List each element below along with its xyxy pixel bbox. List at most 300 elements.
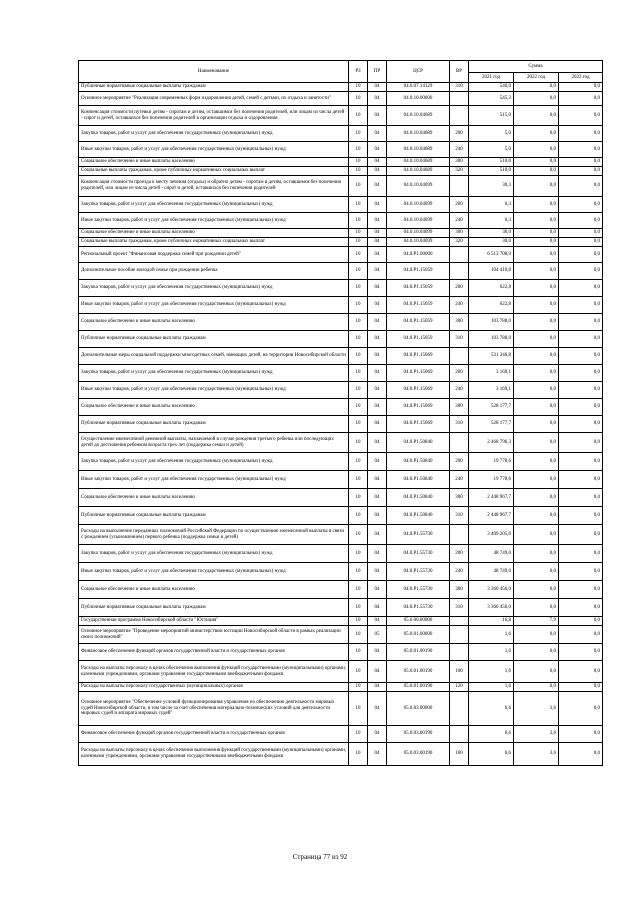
cell-rz: 10	[349, 416, 368, 433]
cell-y3: 0,0	[559, 314, 603, 331]
cell-name: Закупка товаров, работ и услуг для обеспечения государственных (муниципальных) нужд	[79, 545, 349, 563]
cell-name: Расходы на выполнение переданных полномочий Российской Федерации по осуществлению ежемесячной выплаты в связи с рождением (усыновлением) первого ребенка (поддержка семьи и детей)	[79, 525, 349, 545]
cell-pr: 04	[368, 213, 387, 229]
cell-y2: 0,0	[514, 106, 559, 126]
cell-name: Закупка товаров, работ и услуг для обеспечения государственных (муниципальных) нужд	[79, 365, 349, 382]
cell-vr: 300	[450, 229, 469, 238]
cell-pr: 04	[368, 142, 387, 158]
cell-y2: 0,0	[514, 280, 559, 297]
table-row	[79, 106, 603, 126]
cell-csr: 04.0.07.14129	[387, 83, 450, 92]
cell-rz: 10	[349, 545, 368, 563]
cell-pr: 04	[368, 399, 387, 416]
table-body	[79, 83, 603, 766]
cell-y1: 5,0	[469, 126, 514, 142]
cell-y3: 0,0	[559, 545, 603, 563]
cell-y3: 0,0	[559, 683, 603, 692]
cell-vr: 320	[450, 167, 469, 176]
cell-name: Компенсация стоимости путевки детям - сиротам и детям, оставшимся без попечения родителей, или лицам из числа детей - сирот и детей, оставшихся без попечения родителей в организации отдыха и оздоровления	[79, 106, 349, 126]
header-year-2022: 2022 год	[514, 73, 559, 83]
cell-rz: 10	[349, 507, 368, 525]
cell-y2: 0,0	[514, 167, 559, 176]
cell-rz: 10	[349, 197, 368, 213]
cell-y3: 0,0	[559, 142, 603, 158]
cell-rz: 10	[349, 382, 368, 399]
cell-pr: 04	[368, 238, 387, 247]
cell-vr: 300	[450, 581, 469, 599]
cell-y2: 0,0	[514, 399, 559, 416]
cell-y2: 3,6	[514, 743, 559, 766]
cell-y2: 0,0	[514, 158, 559, 167]
cell-y2: 0,0	[514, 525, 559, 545]
table-row	[79, 92, 603, 106]
cell-csr: 04.0.10.00000	[387, 92, 450, 106]
cell-csr: 04.0.P1.55730	[387, 581, 450, 599]
table-row	[79, 599, 603, 617]
cell-pr: 04	[368, 525, 387, 545]
cell-y3: 0,0	[559, 176, 603, 197]
cell-y3: 0,0	[559, 563, 603, 581]
cell-pr: 04	[368, 197, 387, 213]
cell-name: Расходы на выплаты персоналу в целях обеспечения выполнения функций государственными (муниципальными) органами, казенными учреждениями, органами управления государственными внебюджетными фондами	[79, 743, 349, 766]
cell-vr: 100	[450, 661, 469, 683]
cell-name: Социальные выплаты гражданам, кроме публичных нормативных социальных выплат	[79, 238, 349, 247]
cell-rz: 10	[349, 238, 368, 247]
cell-y3: 0,0	[559, 644, 603, 661]
cell-rz: 10	[349, 683, 368, 692]
cell-rz: 10	[349, 297, 368, 314]
cell-y3: 0,0	[559, 126, 603, 142]
cell-y1: 30,0	[469, 238, 514, 247]
cell-vr: 200	[450, 545, 469, 563]
cell-y3: 0,0	[559, 365, 603, 382]
cell-rz: 10	[349, 314, 368, 331]
cell-name: Осуществление ежемесячной денежной выплаты, назначаемой в случае рождения третьего ребенка или последующих детей до достижения ребенком возраста трех лет (поддержка семьи и детей)	[79, 433, 349, 453]
cell-pr: 04	[368, 692, 387, 726]
cell-y1: 545,3	[469, 92, 514, 106]
header-sum: Сумма	[469, 61, 603, 73]
cell-vr	[450, 644, 469, 661]
cell-pr: 04	[368, 743, 387, 766]
cell-y1: 103 788,0	[469, 331, 514, 348]
cell-csr: 04.0.P1.00000	[387, 247, 450, 263]
cell-pr: 04	[368, 599, 387, 617]
cell-y2: 0,0	[514, 197, 559, 213]
cell-pr: 04	[368, 416, 387, 433]
cell-y3: 0,0	[559, 331, 603, 348]
cell-y3: 0,0	[559, 661, 603, 683]
cell-rz: 10	[349, 229, 368, 238]
cell-pr: 04	[368, 683, 387, 692]
cell-csr: 04.0.10.04689	[387, 167, 450, 176]
cell-rz: 10	[349, 617, 368, 626]
cell-y2: 0,0	[514, 661, 559, 683]
cell-name: Публичные нормативные социальные выплаты гражданам	[79, 416, 349, 433]
cell-name: Иные закупки товаров, работ и услуг для обеспечения государственных (муниципальных) нужд	[79, 382, 349, 399]
table-row	[79, 238, 603, 247]
cell-name: Расходы на выплаты персоналу государственных (муниципальных) органов	[79, 683, 349, 692]
cell-y1: 1,6	[469, 683, 514, 692]
cell-csr: 04.0.P1.15069	[387, 416, 450, 433]
cell-vr: 300	[450, 489, 469, 507]
cell-rz: 10	[349, 331, 368, 348]
cell-rz: 10	[349, 158, 368, 167]
cell-y1: 0,3	[469, 213, 514, 229]
cell-y3: 0,0	[559, 348, 603, 365]
cell-csr: 04.0.P1.55730	[387, 599, 450, 617]
header-csr: ЦСР	[387, 61, 450, 83]
header-rz: РЗ	[349, 61, 368, 83]
cell-y1: 16,8	[469, 617, 514, 626]
cell-name: Социальное обеспечение и иные выплаты населению	[79, 158, 349, 167]
cell-pr: 05	[368, 626, 387, 644]
cell-csr: 04.0.10.04699	[387, 238, 450, 247]
cell-y2: 0,0	[514, 507, 559, 525]
cell-rz: 10	[349, 581, 368, 599]
header-pr: ПР	[368, 61, 387, 83]
cell-pr: 04	[368, 433, 387, 453]
cell-rz: 10	[349, 599, 368, 617]
cell-y3: 0,0	[559, 213, 603, 229]
cell-rz: 10	[349, 247, 368, 263]
cell-y1: 1,6	[469, 644, 514, 661]
table-row	[79, 348, 603, 365]
cell-pr: 04	[368, 92, 387, 106]
cell-y1: 622,8	[469, 297, 514, 314]
cell-vr: 300	[450, 314, 469, 331]
table-row	[79, 382, 603, 399]
cell-csr: 04.0.P1.15059	[387, 263, 450, 280]
cell-y2: 0,0	[514, 599, 559, 617]
table-row	[79, 331, 603, 348]
cell-pr: 04	[368, 83, 387, 92]
cell-rz: 10	[349, 280, 368, 297]
cell-rz: 10	[349, 644, 368, 661]
cell-rz: 10	[349, 525, 368, 545]
table-row	[79, 158, 603, 167]
cell-y2: 0,0	[514, 489, 559, 507]
cell-pr: 04	[368, 563, 387, 581]
cell-csr: 04.0.P1.15059	[387, 331, 450, 348]
cell-rz: 10	[349, 106, 368, 126]
cell-y1: 19 778,6	[469, 471, 514, 489]
cell-csr: 04.0.P1.50840	[387, 453, 450, 471]
cell-vr: 310	[450, 416, 469, 433]
cell-csr: 05.0.01.00190	[387, 644, 450, 661]
cell-pr: 04	[368, 581, 387, 599]
cell-y3: 0,0	[559, 626, 603, 644]
table-row	[79, 213, 603, 229]
table-row	[79, 644, 603, 661]
table-row	[79, 433, 603, 453]
cell-y1: 6 513 708,9	[469, 247, 514, 263]
cell-y3: 0,0	[559, 83, 603, 92]
cell-csr: 04.0.10.04699	[387, 176, 450, 197]
cell-y3: 0,0	[559, 599, 603, 617]
cell-y1: 3 169,1	[469, 365, 514, 382]
cell-pr: 04	[368, 106, 387, 126]
cell-y1: 3 169,1	[469, 382, 514, 399]
cell-y1: 104 410,8	[469, 263, 514, 280]
page-number: Страница 77 из 92	[292, 853, 348, 861]
cell-csr: 05.0.03.00000	[387, 692, 450, 726]
cell-y1: 1,6	[469, 626, 514, 644]
cell-rz: 10	[349, 126, 368, 142]
cell-name: Расходы на выплаты персоналу в целях обеспечения выполнения функций государственными (муниципальными) органами, казенными учреждениями, органами управления государственными внебюджетными фондами	[79, 661, 349, 683]
table-row	[79, 489, 603, 507]
cell-name: Публичные нормативные социальные выплаты гражданам	[79, 507, 349, 525]
cell-y1: 2 448 967,7	[469, 489, 514, 507]
cell-y2: 0,0	[514, 213, 559, 229]
cell-y2: 0,0	[514, 453, 559, 471]
cell-rz: 10	[349, 142, 368, 158]
table-row	[79, 683, 603, 692]
header-vr: ВР	[450, 61, 469, 83]
cell-rz: 10	[349, 471, 368, 489]
cell-pr: 04	[368, 331, 387, 348]
cell-name: Дополнительные меры социальной поддержки многодетных семей, имеющих детей, на территории Новосибирской области	[79, 348, 349, 365]
cell-y1: 6,6	[469, 743, 514, 766]
cell-y2: 0,0	[514, 247, 559, 263]
cell-name: Публичные нормативные социальные выплаты гражданам	[79, 83, 349, 92]
table-row	[79, 167, 603, 176]
cell-y2: 3,6	[514, 726, 559, 743]
table-row	[79, 661, 603, 683]
cell-vr: 120	[450, 683, 469, 692]
cell-vr	[450, 525, 469, 545]
cell-pr: 04	[368, 471, 387, 489]
cell-vr: 200	[450, 280, 469, 297]
cell-name: Финансовое обеспечение функций органов государственной власти и государственных органов	[79, 726, 349, 743]
cell-csr: 04.0.10.04699	[387, 213, 450, 229]
table-row	[79, 692, 603, 726]
cell-y2: 0,0	[514, 545, 559, 563]
cell-y1: 515,0	[469, 106, 514, 126]
cell-y3: 0,0	[559, 297, 603, 314]
cell-rz: 10	[349, 167, 368, 176]
cell-csr: 04.0.10.04689	[387, 158, 450, 167]
table-row	[79, 83, 603, 92]
cell-pr: 04	[368, 314, 387, 331]
cell-pr: 04	[368, 661, 387, 683]
table-row	[79, 126, 603, 142]
cell-name: Социальное обеспечение и иные выплаты населению	[79, 399, 349, 416]
cell-y3: 0,0	[559, 489, 603, 507]
cell-y3: 0,0	[559, 525, 603, 545]
cell-y1: 19 778,6	[469, 453, 514, 471]
table-header	[79, 61, 603, 83]
cell-pr: 04	[368, 489, 387, 507]
table-row	[79, 626, 603, 644]
cell-y3: 0,0	[559, 453, 603, 471]
cell-name: Основное мероприятие "Обеспечение условий функционирования управления по обеспечению деятельности мировых судей Новосибирской области, в том числе за счет обеспечения материально-технических условий для деятельности мировых судей и аппарата мировых судей"	[79, 692, 349, 726]
cell-vr: 310	[450, 83, 469, 92]
cell-pr: 04	[368, 247, 387, 263]
cell-name: Социальное обеспечение и иные выплаты населению	[79, 489, 349, 507]
cell-y1: 528 177,7	[469, 416, 514, 433]
cell-csr: 04.0.P1.15069	[387, 399, 450, 416]
cell-name: Закупка товаров, работ и услуг для обеспечения государственных (муниципальных) нужд	[79, 197, 349, 213]
header-name: Наименование	[79, 61, 349, 83]
table-row	[79, 453, 603, 471]
table-row	[79, 399, 603, 416]
cell-y1: 3 360 456,0	[469, 581, 514, 599]
cell-pr: 04	[368, 644, 387, 661]
header-year-2023: 2023 год	[559, 73, 603, 83]
cell-name: Иные закупки товаров, работ и услуг для обеспечения государственных (муниципальных) нужд	[79, 297, 349, 314]
cell-y2: 0,0	[514, 263, 559, 280]
cell-vr	[450, 692, 469, 726]
cell-vr: 100	[450, 743, 469, 766]
cell-y2: 0,0	[514, 176, 559, 197]
cell-vr	[450, 176, 469, 197]
cell-y1: 528 177,7	[469, 399, 514, 416]
cell-name: Иные закупки товаров, работ и услуг для обеспечения государственных (муниципальных) нужд	[79, 563, 349, 581]
table-row	[79, 142, 603, 158]
cell-rz: 10	[349, 213, 368, 229]
cell-y3: 0,0	[559, 247, 603, 263]
cell-rz: 10	[349, 433, 368, 453]
cell-rz: 10	[349, 563, 368, 581]
cell-csr: 05.0.01.00190	[387, 661, 450, 683]
cell-y1: 48 749,0	[469, 545, 514, 563]
cell-y2: 0,0	[514, 382, 559, 399]
cell-vr: 320	[450, 238, 469, 247]
cell-csr: 05.0.03.00190	[387, 743, 450, 766]
cell-name: Основное мероприятие "Проведение мероприятий министерством юстиции Новосибирской области в рамках реализации своих полномочий"	[79, 626, 349, 644]
cell-vr: 310	[450, 599, 469, 617]
table-row	[79, 563, 603, 581]
cell-vr: 240	[450, 563, 469, 581]
cell-y1: 48 749,0	[469, 563, 514, 581]
cell-y3: 0,0	[559, 280, 603, 297]
cell-csr: 04.0.P1.50840	[387, 489, 450, 507]
cell-y2: 0,0	[514, 683, 559, 692]
cell-y2: 0,0	[514, 314, 559, 331]
cell-y3: 0,0	[559, 263, 603, 280]
cell-rz: 10	[349, 726, 368, 743]
cell-y1: 3 360 456,0	[469, 599, 514, 617]
cell-vr	[450, 617, 469, 626]
cell-vr: 300	[450, 158, 469, 167]
cell-y1: 510,0	[469, 167, 514, 176]
cell-rz: 10	[349, 489, 368, 507]
budget-table	[78, 60, 603, 766]
table-row	[79, 197, 603, 213]
cell-csr: 04.0.P1.15069	[387, 382, 450, 399]
table-row	[79, 314, 603, 331]
cell-pr: 04	[368, 365, 387, 382]
cell-y1: 622,8	[469, 280, 514, 297]
table-row	[79, 471, 603, 489]
cell-pr: 04	[368, 348, 387, 365]
cell-y2: 0,0	[514, 644, 559, 661]
table-row	[79, 743, 603, 766]
cell-csr: 04.0.P1.15069	[387, 348, 450, 365]
cell-pr: 04	[368, 507, 387, 525]
cell-name: Публичные нормативные социальные выплаты гражданам	[79, 331, 349, 348]
cell-pr: 04	[368, 280, 387, 297]
table-row	[79, 229, 603, 238]
cell-vr	[450, 726, 469, 743]
cell-rz: 10	[349, 176, 368, 197]
cell-csr: 05.0.00.00000	[387, 617, 450, 626]
cell-y1: 2 448 967,7	[469, 507, 514, 525]
table-row	[79, 365, 603, 382]
cell-vr: 240	[450, 213, 469, 229]
cell-pr: 04	[368, 158, 387, 167]
cell-name: Социальные выплаты гражданам, кроме публичных нормативных социальных выплат	[79, 167, 349, 176]
cell-pr: 04	[368, 617, 387, 626]
cell-y3: 0,0	[559, 726, 603, 743]
cell-rz: 10	[349, 263, 368, 280]
cell-rz: 10	[349, 83, 368, 92]
cell-pr: 04	[368, 167, 387, 176]
cell-y1: 2 468 796,3	[469, 433, 514, 453]
cell-csr: 04.0.10.04689	[387, 106, 450, 126]
cell-name: Дополнительное пособие молодой семье при рождении ребенка	[79, 263, 349, 280]
table-row	[79, 581, 603, 599]
cell-y3: 0,0	[559, 471, 603, 489]
table-row	[79, 247, 603, 263]
cell-pr: 04	[368, 382, 387, 399]
cell-rz: 10	[349, 92, 368, 106]
cell-vr: 240	[450, 142, 469, 158]
cell-csr: 05.0.01.00000	[387, 626, 450, 644]
cell-y2: 0,0	[514, 416, 559, 433]
cell-name: Социальное обеспечение и иные выплаты населению	[79, 581, 349, 599]
cell-y1: 3 409 205,0	[469, 525, 514, 545]
cell-y2: 0,0	[514, 229, 559, 238]
cell-y1: 1,6	[469, 661, 514, 683]
cell-y1: 30,3	[469, 176, 514, 197]
cell-y2: 0,0	[514, 471, 559, 489]
table-row	[79, 176, 603, 197]
cell-y2: 0,0	[514, 297, 559, 314]
cell-csr: 04.0.10.04699	[387, 197, 450, 213]
cell-csr: 04.0.P1.15059	[387, 280, 450, 297]
cell-y3: 0,0	[559, 399, 603, 416]
cell-csr: 04.0.10.04689	[387, 126, 450, 142]
cell-csr: 04.0.P1.50840	[387, 471, 450, 489]
table-row	[79, 617, 603, 626]
cell-vr: 200	[450, 197, 469, 213]
cell-csr: 04.0.10.04699	[387, 229, 450, 238]
cell-vr: 200	[450, 453, 469, 471]
cell-pr: 04	[368, 229, 387, 238]
cell-y1: 6,6	[469, 726, 514, 743]
cell-name: Основное мероприятие "Реализация современных форм оздоровления детей, семей с детьми, их отдыха и занятости"	[79, 92, 349, 106]
cell-vr	[450, 626, 469, 644]
cell-rz: 10	[349, 453, 368, 471]
cell-y1: 540,0	[469, 83, 514, 92]
cell-csr: 04.0.10.04689	[387, 142, 450, 158]
cell-vr: 240	[450, 471, 469, 489]
cell-csr: 04.0.P1.50840	[387, 433, 450, 453]
cell-y3: 0,0	[559, 382, 603, 399]
cell-vr: 310	[450, 507, 469, 525]
cell-y2: 0,0	[514, 563, 559, 581]
cell-y1: 30,0	[469, 229, 514, 238]
cell-csr: 04.0.P1.55730	[387, 563, 450, 581]
cell-vr	[450, 348, 469, 365]
cell-name: Закупка товаров, работ и услуг для обеспечения государственных (муниципальных) нужд	[79, 280, 349, 297]
cell-vr: 240	[450, 297, 469, 314]
cell-pr: 04	[368, 297, 387, 314]
table-row	[79, 297, 603, 314]
cell-y2: 0,0	[514, 92, 559, 106]
cell-y3: 0,0	[559, 743, 603, 766]
